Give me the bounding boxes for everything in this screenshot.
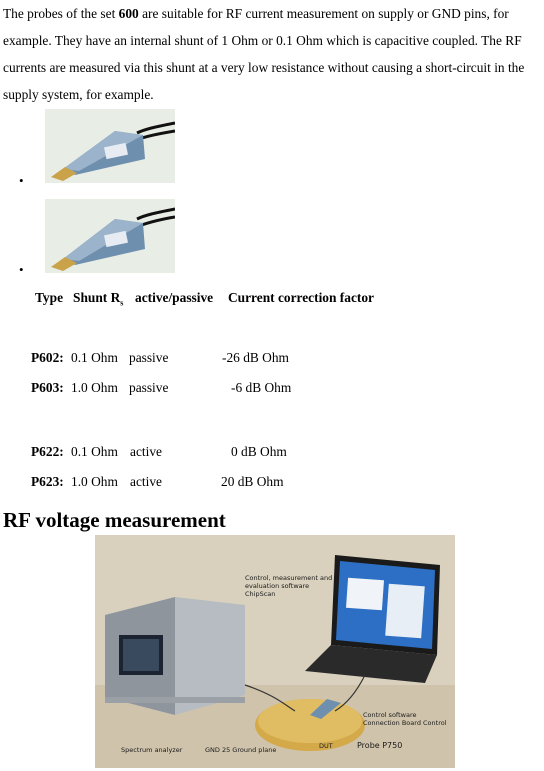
spectrum-analyzer <box>105 597 245 715</box>
label-software-line2: evaluation software <box>245 582 310 590</box>
table-cell-shunt: 1.0 Ohm <box>71 380 118 395</box>
label-dut: DUT <box>319 742 333 750</box>
label-ground-plane: GND 25 Ground plane <box>205 746 277 754</box>
table-cell-factor: -6 dB Ohm <box>231 380 292 395</box>
intro-text-start: The probes of the set <box>3 6 119 21</box>
intro-text-rest: are suitable for RF current measurement on supply or GND pins, for example. They have an internal shunt of 1 Ohm or 0.1 Ohm which is capacitive coupled. The RF currents are measured via this shunt at a very low resistance without causing a short-circuit in the supply system, for example. <box>3 6 525 102</box>
label-control-line2: Connection Board Control <box>363 719 447 727</box>
table-cell-shunt: 0.1 Ohm <box>71 444 118 459</box>
table-cell-type: P623: <box>31 474 64 489</box>
setup-photo <box>95 535 455 768</box>
table-cell-type: P622: <box>31 444 64 459</box>
label-probe: Probe P750 <box>357 741 403 750</box>
intro-set-number: 600 <box>118 6 139 21</box>
label-software-line1: Control, measurement and <box>245 574 333 582</box>
probe-photo <box>45 109 175 183</box>
label-analyzer: Spectrum analyzer <box>121 746 183 754</box>
list-bullet: • <box>19 173 24 188</box>
section-heading: RF voltage measurement <box>3 508 226 532</box>
table-cell-factor: 0 dB Ohm <box>231 444 287 459</box>
table-cell-type: P602: <box>31 350 64 365</box>
table-header-mode: active/passive <box>135 290 214 305</box>
label-software-line3: ChipScan <box>245 590 276 598</box>
ground-plane <box>255 699 365 751</box>
table-cell-factor: -26 dB Ohm <box>222 350 289 365</box>
table-header-shunt: Shunt $R_s$ <box>73 290 124 308</box>
table-header-type: Type <box>35 290 64 305</box>
probe-photo <box>45 199 175 273</box>
table-cell-shunt: 1.0 Ohm <box>71 474 118 489</box>
table-cell-shunt: 0.1 Ohm <box>71 350 118 365</box>
table-cell-type: P603: <box>31 380 64 395</box>
table-cell-mode: active <box>130 444 162 459</box>
table-cell-factor: 20 dB Ohm <box>221 474 284 489</box>
list-bullet: • <box>19 262 24 277</box>
intro-paragraph <box>3 0 541 108</box>
table-header-factor: Current correction factor <box>228 290 374 305</box>
label-control-line1: Control software <box>363 711 417 719</box>
table-cell-mode: passive <box>129 380 169 395</box>
table-cell-mode: active <box>130 474 162 489</box>
table-cell-mode: passive <box>129 350 169 365</box>
